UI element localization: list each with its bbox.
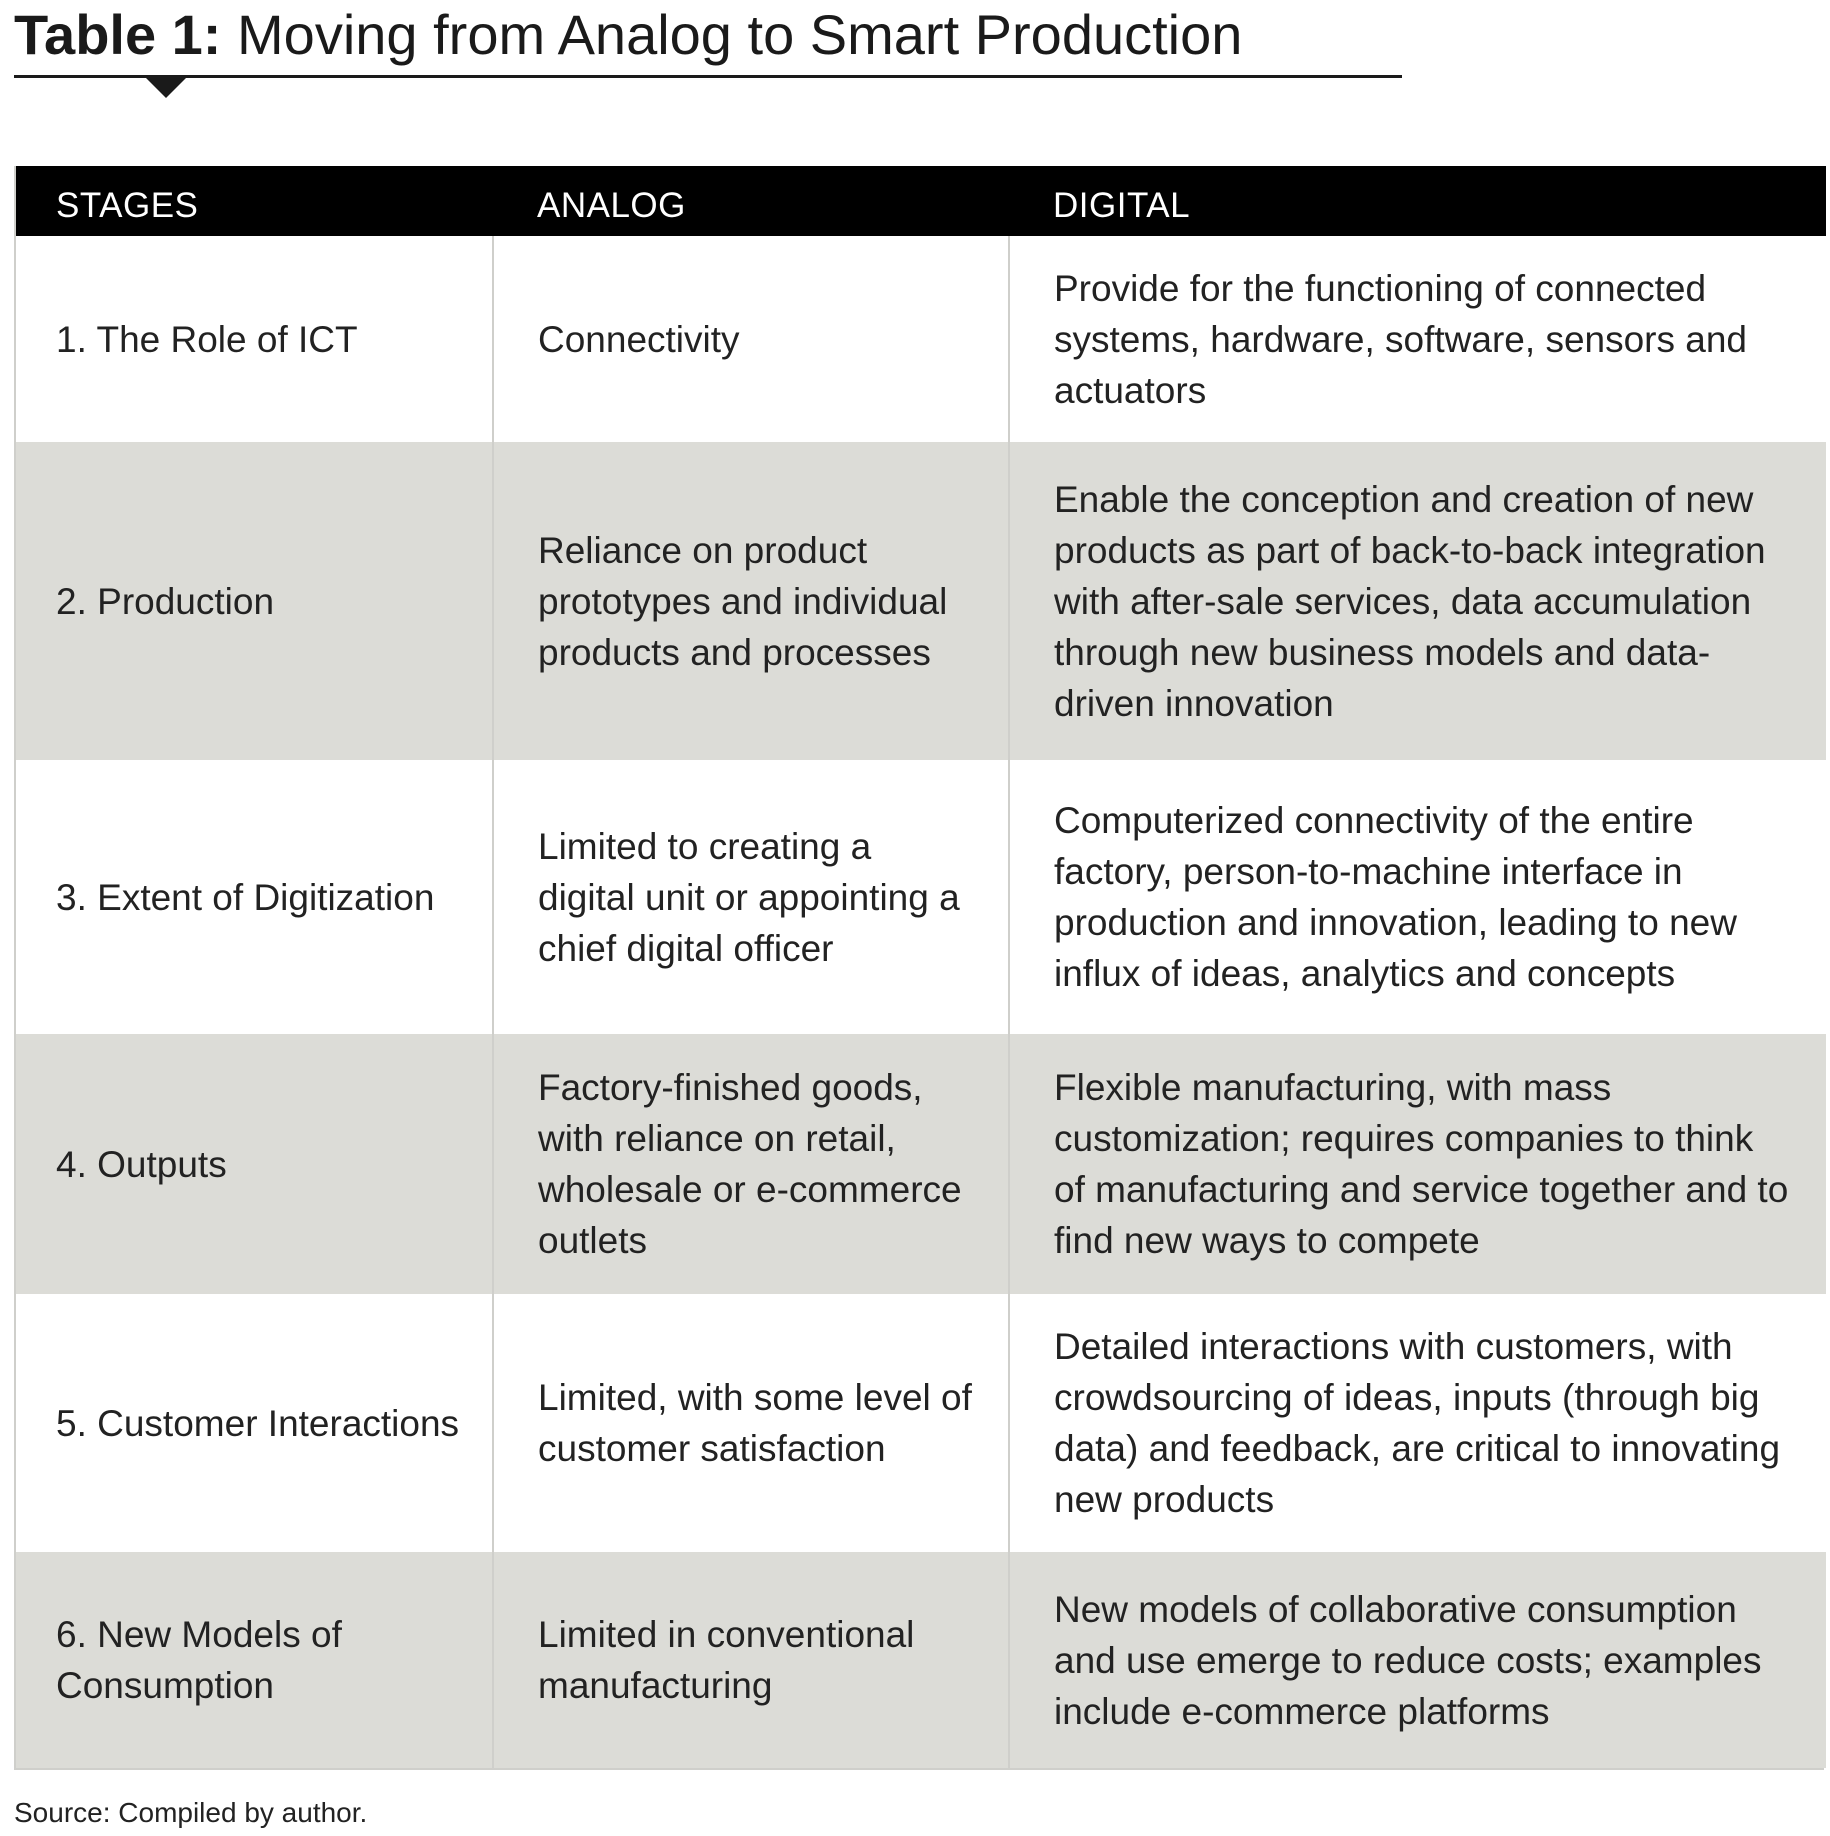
source-note: Source: Compiled by author. <box>14 1797 368 1828</box>
title-underline <box>14 75 1402 78</box>
table-header-row <box>16 166 1826 236</box>
digital-cell: Computerized connectivity of the entire factory, person-to-machine interface in production and innovation, leading to new influx of ideas, analytics and concepts <box>1009 760 1826 1034</box>
stage-cell: 3. Extent of Digitization <box>56 876 435 918</box>
stage-cell: 1. The Role of ICT <box>56 318 358 360</box>
stage-cell: 2. Production <box>56 580 275 622</box>
title-pointer-icon <box>144 76 188 98</box>
column-header-analog: ANALOG <box>537 186 686 225</box>
table-title-block <box>14 0 1404 100</box>
table-title-label: Table 1: <box>14 3 222 66</box>
stage-cell: 5. Customer Interactions <box>56 1402 460 1444</box>
analog-cell: Reliance on product prototypes and individual products and processes <box>493 442 1009 760</box>
analog-cell: Connectivity <box>493 236 1009 442</box>
table-title-text: Moving from Analog to Smart Production <box>237 3 1243 66</box>
digital-cell: Flexible manufacturing, with mass customization; requires companies to think of manufacturing and service together and to find new ways to compete <box>1009 1034 1826 1294</box>
digital-cell: Enable the conception and creation of new products as part of back-to-back integration with after-sale services, data accumulation through new business models and data-driven innovation <box>1009 442 1826 760</box>
stage-cell: 4. Outputs <box>56 1143 227 1185</box>
column-header-digital: DIGITAL <box>1053 186 1191 225</box>
table-row <box>16 760 1826 1034</box>
table-row <box>16 236 1826 442</box>
comparison-table <box>14 166 1824 1770</box>
digital-cell: Provide for the functioning of connected systems, hardware, software, sensors and actuators <box>1009 236 1826 442</box>
digital-cell: New models of collaborative consumption and use emerge to reduce costs; examples include e-commerce platforms <box>1009 1552 1826 1768</box>
digital-cell: Detailed interactions with customers, with crowdsourcing of ideas, inputs (through big data) and feedback, are critical to innovating new products <box>1009 1294 1826 1552</box>
analog-cell: Limited to creating a digital unit or appointing a chief digital officer <box>493 760 1009 1034</box>
table-row <box>16 1294 1826 1552</box>
analog-cell: Limited in conventional manufacturing <box>493 1552 1009 1768</box>
analog-cell: Limited, with some level of customer satisfaction <box>493 1294 1009 1552</box>
table-row <box>16 1552 1826 1768</box>
column-header-stages: STAGES <box>56 186 199 225</box>
stage-cell: 6. New Models of Consumption <box>56 1614 342 1706</box>
table-row <box>16 442 1826 760</box>
table-row <box>16 1034 1826 1294</box>
table-title <box>14 2 1242 68</box>
analog-cell: Factory-finished goods, with reliance on retail, wholesale or e-commerce outlets <box>493 1034 1009 1294</box>
